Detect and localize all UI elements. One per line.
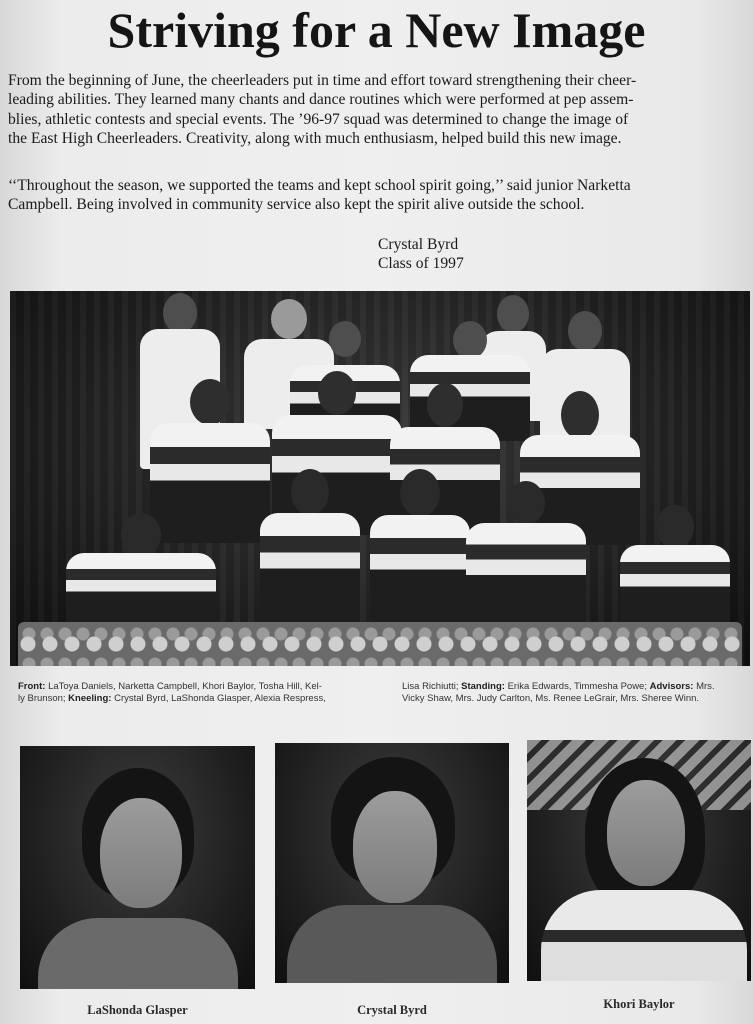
pompoms-row: [18, 622, 742, 666]
figure-seated: [370, 469, 470, 629]
photo-caption-right: [402, 681, 752, 705]
caption-kneeling-label: Kneeling:: [68, 693, 112, 704]
caption-advisors-names: Mrs.: [693, 681, 715, 692]
byline: [378, 235, 464, 273]
figure-seated: [466, 481, 586, 631]
caption-kneeling-names: Crystal Byrd, LaShonda Glasper, Alexia Respress,: [111, 693, 326, 704]
quote-line: Campbell. Being involved in community service also kept the spirit alive outside the school.: [8, 196, 585, 214]
byline-author: Crystal Byrd: [378, 236, 459, 253]
photo-caption-left: [18, 681, 390, 705]
portrait-photo: [527, 740, 751, 981]
caption-advisors-names-cont: Vicky Shaw, Mrs. Judy Carlton, Ms. Renee LeGrair, Mrs. Sheree Winn.: [402, 693, 700, 704]
byline-class: Class of 1997: [378, 255, 464, 272]
intro-paragraph: [8, 71, 753, 148]
intro-line: blies, athletic contests and special events. The ’96-97 squad was determined to change the image of: [8, 110, 629, 128]
portrait-name: Khori Baylor: [603, 997, 675, 1011]
figure-seated: [260, 469, 360, 629]
portrait-photo: [275, 743, 509, 983]
intro-line: leading abilities. They learned many chants and dance routines which were performed at pep assem-: [8, 91, 634, 109]
portrait-name: Crystal Byrd: [357, 1003, 427, 1017]
portrait-photo: [20, 746, 255, 989]
page-title: Striving for a New Image: [107, 2, 646, 58]
group-photo: [10, 291, 750, 666]
quote-line: ‘‘Throughout the season, we supported the teams and kept school spirit going,’’ said junior Narketta: [8, 177, 631, 194]
caption-front-names: LaToya Daniels, Narketta Campbell, Khori Baylor, Tosha Hill, Kel-: [45, 681, 322, 692]
caption-standing-names: Erika Edwards, Timmesha Powe;: [504, 681, 650, 692]
figure-seated: [66, 513, 216, 633]
figure-seated: [620, 505, 730, 631]
caption-standing-label: Standing:: [461, 681, 505, 692]
intro-line: the East High Cheerleaders. Creativity, along with much enthusiasm, helped build this new image.: [8, 129, 622, 147]
caption-front-label: Front:: [18, 681, 46, 692]
caption-advisors-label: Advisors:: [649, 681, 694, 692]
intro-line: From the beginning of June, the cheerleaders put in time and effort toward strengthening their cheer-: [8, 72, 637, 89]
caption-names-cont: Lisa Richiutti;: [402, 681, 462, 692]
portrait-name: LaShonda Glasper: [87, 1003, 188, 1017]
caption-front-names-cont: ly Brunson;: [18, 693, 69, 704]
quote-paragraph: [8, 176, 753, 215]
